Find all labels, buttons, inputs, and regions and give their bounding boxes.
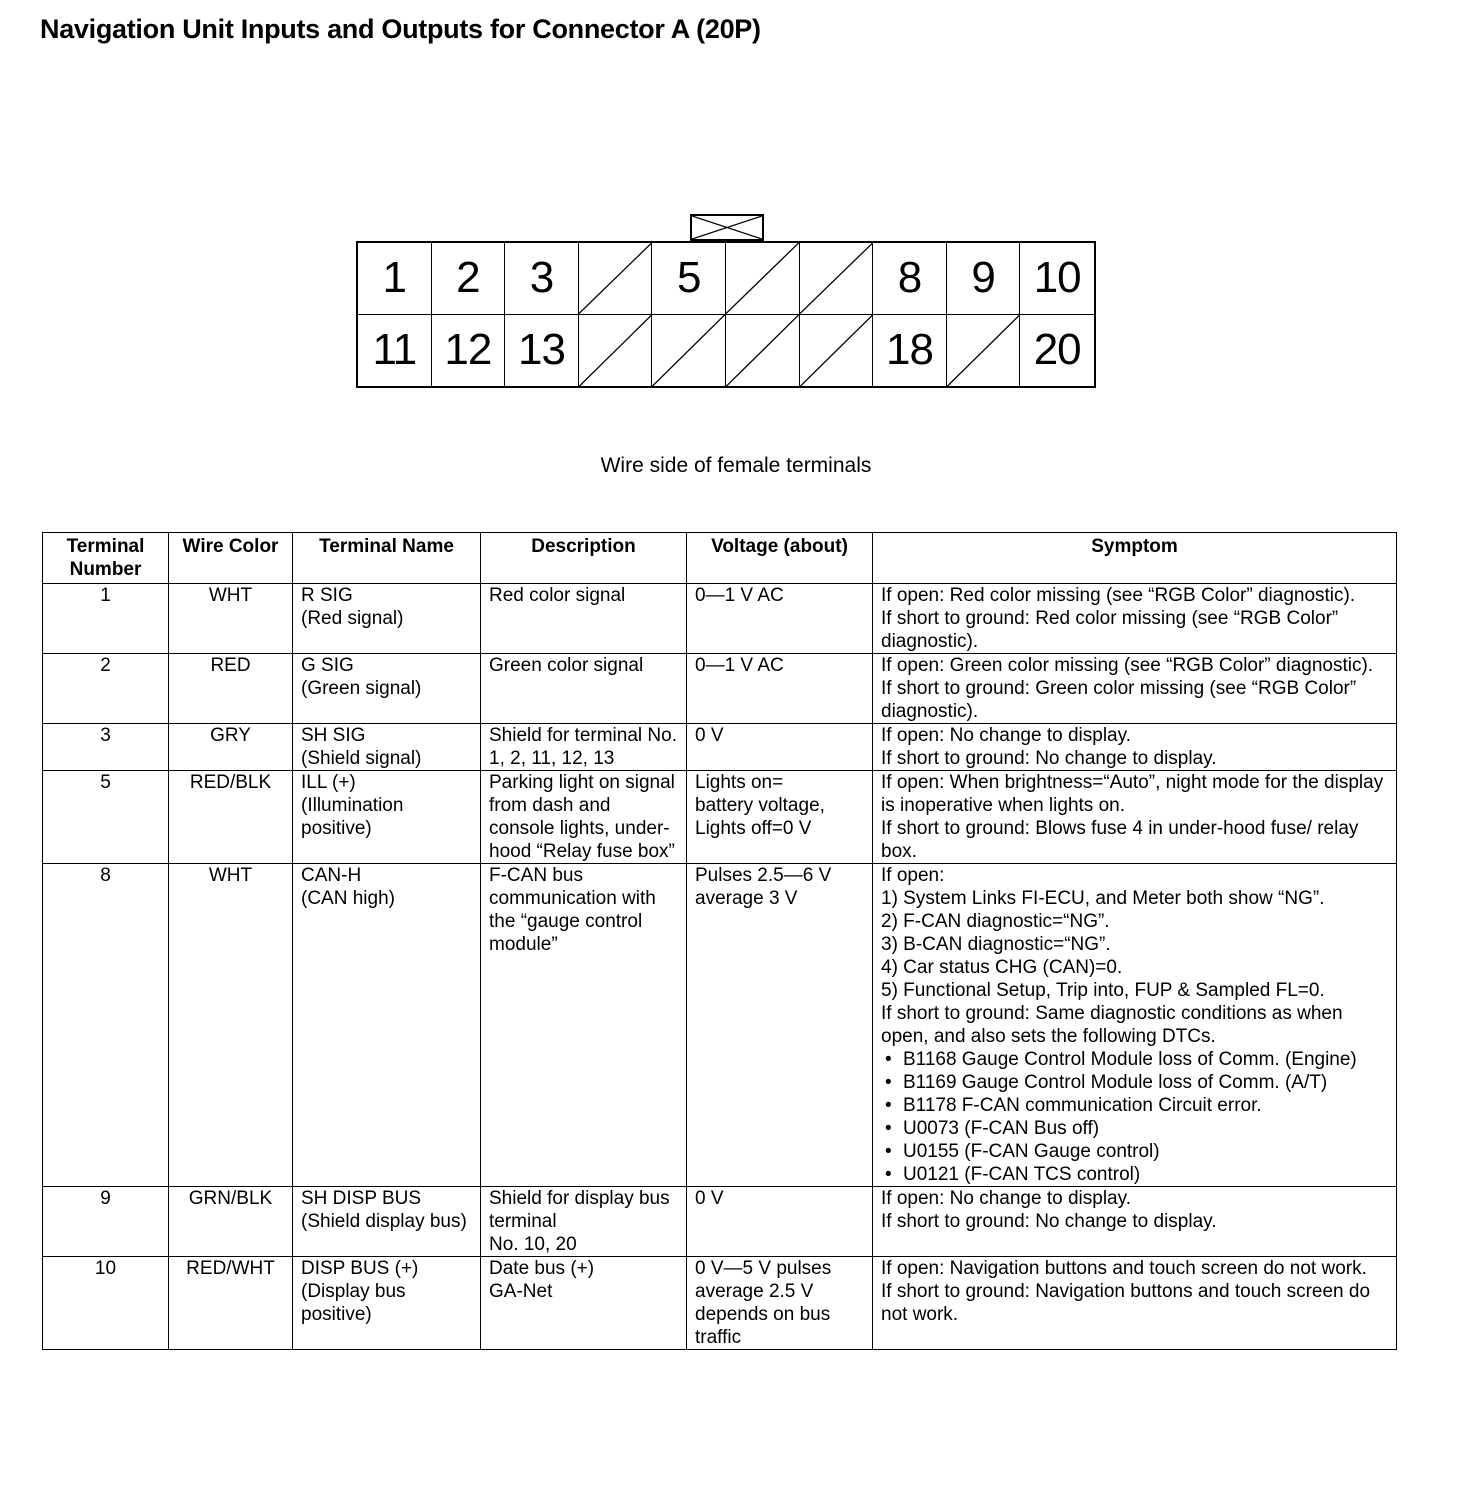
header-terminal-number: Terminal Number — [43, 533, 169, 584]
header-symptom: Symptom — [873, 533, 1397, 584]
table-row — [43, 1257, 1397, 1350]
cell-symptom-line: If open: Navigation buttons and touch screen do not work. — [881, 1258, 1367, 1279]
cell-symptom-line: 2) F-CAN diagnostic=“NG”. — [881, 911, 1110, 932]
header-wire-color: Wire Color — [169, 533, 293, 584]
cell-terminal-number: 5 — [43, 771, 169, 864]
cell-voltage — [687, 864, 873, 1187]
cell-wire-color: RED — [169, 654, 293, 724]
table-header-row — [43, 533, 1397, 584]
cell-voltage-line: 0—1 V AC — [695, 655, 784, 676]
connector-empty-cavity — [726, 243, 800, 315]
cell-description — [481, 864, 687, 1187]
cell-terminal-name-line: (CAN high) — [301, 888, 395, 909]
cell-wire-color: RED/BLK — [169, 771, 293, 864]
cell-terminal-name-line: R SIG — [301, 585, 353, 606]
header-voltage: Voltage (about) — [687, 533, 873, 584]
connector-pin-18: 18 — [873, 315, 947, 387]
cell-symptom-line: If open: When brightness=“Auto”, night mode for the display is inoperative when lights on. — [881, 772, 1384, 816]
connector-pin-grid — [356, 241, 1096, 388]
cell-symptom-line: If open: No change to display. — [881, 1188, 1131, 1209]
cell-terminal-name-line: SH SIG — [301, 725, 366, 746]
cell-symptom — [873, 654, 1397, 724]
connector-pin-20: 20 — [1033, 325, 1081, 375]
cell-wire-color: WHT — [169, 584, 293, 654]
cell-voltage-line: 0 V — [695, 1188, 724, 1209]
cell-terminal-name-line: SH DISP BUS — [301, 1188, 422, 1209]
connector-pin-10: 10 — [1020, 243, 1094, 315]
connector-empty-cavity — [579, 243, 653, 315]
connector-pin-13: 13 — [505, 315, 579, 387]
cell-voltage-line: Pulses 2.5—6 V — [695, 865, 832, 886]
cell-symptom-line: 4) Car status CHG (CAN)=0. — [881, 957, 1123, 978]
cell-voltage-line: battery voltage, — [695, 795, 825, 816]
cell-symptom — [873, 1187, 1397, 1257]
cell-description-line: Green color signal — [489, 655, 644, 676]
cell-symptom — [873, 1257, 1397, 1350]
cell-symptom-line: If short to ground: Blows fuse 4 in under-hood fuse/ relay box. — [881, 818, 1359, 862]
connector-diagram — [356, 214, 1096, 388]
page-title: Navigation Unit Inputs and Outputs for Connector A (20P) — [40, 14, 761, 44]
cell-description — [481, 584, 687, 654]
cell-symptom — [873, 724, 1397, 771]
cell-terminal-number: 2 — [43, 654, 169, 724]
cell-description-line: Date bus (+) — [489, 1258, 595, 1279]
connector-pin-5: 5 — [652, 243, 726, 315]
cell-voltage — [687, 654, 873, 724]
symptom-dtc-bullet: • B1169 Gauge Control Module loss of Comm. (A/T) — [881, 1071, 1388, 1094]
cell-terminal-name-line: (Red signal) — [301, 608, 404, 629]
cell-symptom-line: If short to ground: Green color missing (see “RGB Color” diagnostic). — [881, 678, 1357, 722]
connector-pin-1: 1 — [358, 243, 432, 315]
cell-terminal-name-line: (Illumination positive) — [301, 795, 404, 839]
cell-terminal-name-line: (Green signal) — [301, 678, 422, 699]
cell-symptom — [873, 584, 1397, 654]
cell-symptom-line: If open: No change to display. — [881, 725, 1131, 746]
symptom-dtc-bullet: • B1178 F-CAN communication Circuit error. — [881, 1094, 1388, 1117]
cell-symptom-line: If short to ground: No change to display. — [881, 1211, 1217, 1232]
connector-pin-9: 9 — [947, 243, 1021, 315]
table-row — [43, 864, 1397, 1187]
cell-terminal-name — [293, 1187, 481, 1257]
symptom-dtc-bullet: • U0073 (F-CAN Bus off) — [881, 1117, 1388, 1140]
table-row — [43, 1187, 1397, 1257]
symptom-dtc-bullet: • U0121 (F-CAN TCS control) — [881, 1163, 1388, 1186]
table-row — [43, 771, 1397, 864]
cell-terminal-number: 8 — [43, 864, 169, 1187]
cell-wire-color: GRY — [169, 724, 293, 771]
cell-symptom-line: If short to ground: Same diagnostic conditions as when open, and also sets the following DTCs. — [881, 1003, 1343, 1047]
cell-symptom — [873, 771, 1397, 864]
cell-symptom-line: If open: Green color missing (see “RGB Color” diagnostic). — [881, 655, 1374, 676]
cell-terminal-number: 3 — [43, 724, 169, 771]
io-table — [42, 532, 1397, 1350]
cell-symptom-line: If short to ground: No change to display. — [881, 748, 1217, 769]
cell-symptom-line: 3) B-CAN diagnostic=“NG”. — [881, 934, 1111, 955]
connector-pin-3: 3 — [505, 243, 579, 315]
cell-description — [481, 1257, 687, 1350]
header-terminal-name: Terminal Name — [293, 533, 481, 584]
cell-terminal-name — [293, 584, 481, 654]
cell-terminal-number: 10 — [43, 1257, 169, 1350]
cell-description — [481, 1187, 687, 1257]
cell-description — [481, 724, 687, 771]
cell-symptom-line: If short to ground: Navigation buttons and touch screen do not work. — [881, 1281, 1371, 1325]
connector-empty-cavity — [947, 315, 1021, 387]
cell-description — [481, 654, 687, 724]
cell-voltage-line: Lights on= — [695, 772, 784, 793]
connector-empty-cavity — [652, 315, 726, 387]
header-description: Description — [481, 533, 687, 584]
connector-caption: Wire side of female terminals — [600, 454, 872, 477]
cell-description-line: GA-Net — [489, 1281, 553, 1302]
connector-lock-tab — [690, 214, 764, 241]
cell-voltage — [687, 724, 873, 771]
table-row — [43, 724, 1397, 771]
cell-symptom-line: 5) Functional Setup, Trip into, FUP & Sampled FL=0. — [881, 980, 1325, 1001]
cell-terminal-name-line: ILL (+) — [301, 772, 356, 793]
connector-pin-2: 2 — [432, 243, 506, 315]
connector-empty-cavity — [800, 315, 874, 387]
cell-description-line: Parking light on signal from dash and console lights, under-hood “Relay fuse box” — [489, 772, 675, 862]
cell-voltage-line: 0—1 V AC — [695, 585, 784, 606]
cell-voltage-line: 0 V — [695, 725, 724, 746]
connector-pin-12: 12 — [432, 315, 506, 387]
connector-pin-11: 11 — [358, 315, 432, 387]
symptom-dtc-bullet: • U0155 (F-CAN Gauge control) — [881, 1140, 1388, 1163]
cell-terminal-name — [293, 724, 481, 771]
connector-empty-cavity — [579, 315, 653, 387]
cell-terminal-name-line: (Shield display bus) — [301, 1211, 467, 1232]
cell-description-line: Shield for display bus terminal — [489, 1188, 670, 1232]
cell-symptom-line: If short to ground: Red color missing (see “RGB Color” diagnostic). — [881, 608, 1339, 652]
cell-symptom-line: 1) System Links FI-ECU, and Meter both show “NG”. — [881, 888, 1325, 909]
cell-description — [481, 771, 687, 864]
cell-symptom — [873, 864, 1397, 1187]
cell-voltage — [687, 1187, 873, 1257]
cell-voltage-line: 0 V—5 V pulses average 2.5 V depends on bus traffic — [695, 1258, 832, 1348]
cell-terminal-name — [293, 864, 481, 1187]
cell-wire-color: RED/WHT — [169, 1257, 293, 1350]
cell-terminal-name-line: CAN-H — [301, 865, 362, 886]
cell-terminal-name-line: DISP BUS (+) — [301, 1258, 419, 1279]
cell-terminal-name — [293, 1257, 481, 1350]
cell-wire-color: GRN/BLK — [169, 1187, 293, 1257]
symptom-dtc-bullet: • B1168 Gauge Control Module loss of Comm. (Engine) — [881, 1048, 1388, 1071]
cell-terminal-number: 1 — [43, 584, 169, 654]
table-row — [43, 654, 1397, 724]
cell-voltage — [687, 771, 873, 864]
cell-terminal-name-line: (Shield signal) — [301, 748, 422, 769]
cell-description-line: F-CAN bus communication with the “gauge control module” — [489, 865, 656, 955]
cell-voltage — [687, 584, 873, 654]
connector-pin-8: 8 — [873, 243, 947, 315]
cell-voltage — [687, 1257, 873, 1350]
connector-empty-cavity — [800, 243, 874, 315]
cell-wire-color: WHT — [169, 864, 293, 1187]
cell-terminal-name-line: G SIG — [301, 655, 354, 676]
connector-empty-cavity — [726, 315, 800, 387]
table-row — [43, 584, 1397, 654]
cell-terminal-name — [293, 771, 481, 864]
cell-terminal-name — [293, 654, 481, 724]
table-body — [43, 584, 1397, 1350]
cell-description-line: Shield for terminal No. 1, 2, 11, 12, 13 — [489, 725, 677, 769]
cell-voltage-line: Lights off=0 V — [695, 818, 812, 839]
cell-symptom-line: If open: Red color missing (see “RGB Color” diagnostic). — [881, 585, 1356, 606]
cell-description-line: Red color signal — [489, 585, 626, 606]
cell-description-line: No. 10, 20 — [489, 1234, 577, 1255]
cell-symptom-line: If open: — [881, 865, 945, 886]
cell-voltage-line: average 3 V — [695, 888, 798, 909]
cell-terminal-number: 9 — [43, 1187, 169, 1257]
cell-terminal-name-line: (Display bus positive) — [301, 1281, 406, 1325]
